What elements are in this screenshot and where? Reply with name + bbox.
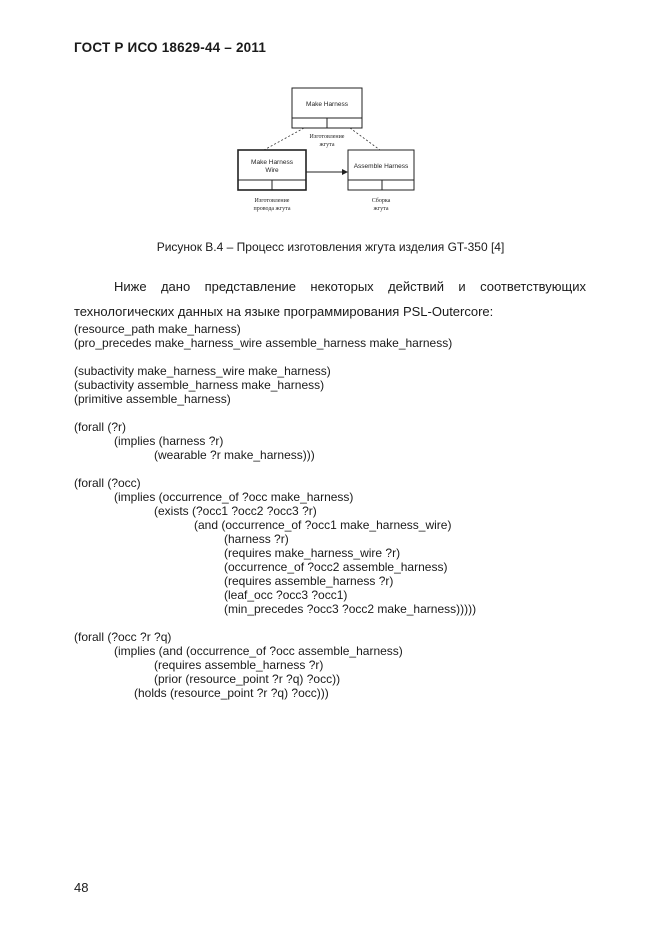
code-line: (implies (harness ?r)	[114, 434, 224, 448]
right-caption-line1: Сборка	[371, 198, 391, 204]
code-line: (harness ?r)	[224, 532, 289, 546]
code-line: (forall (?occ)	[74, 476, 141, 490]
intro-paragraph	[74, 274, 586, 324]
left-caption-line1: Изготовление	[254, 198, 290, 204]
make-harness-wire-label-1: Make Harness	[251, 159, 293, 166]
code-line: (forall (?r)	[74, 420, 127, 434]
code-line: (holds (resource_point ?r ?q) ?occ)))	[134, 686, 329, 700]
code-line: (implies (occurrence_of ?occ make_harness)	[114, 490, 354, 504]
assemble-harness-box	[348, 150, 414, 190]
left-caption-line2: провода жгута	[253, 206, 291, 212]
code-line: (subactivity assemble_harness make_harness)	[74, 378, 325, 392]
code-line: (requires assemble_harness ?r)	[154, 658, 324, 672]
figure-caption: Рисунок B.4 – Процесс изготовления жгута изделия GT-350 [4]	[156, 240, 505, 254]
code-line: (exists (?occ1 ?occ2 ?occ3 ?r)	[154, 504, 317, 518]
make-harness-wire-label-2: Wire	[265, 167, 279, 174]
decomposition-link-left	[264, 128, 304, 150]
make-harness-box	[292, 88, 362, 128]
code-line: (requires assemble_harness ?r)	[224, 574, 394, 588]
code-line: (primitive assemble_harness)	[74, 392, 231, 406]
code-line: (forall (?occ ?r ?q)	[74, 630, 172, 644]
code-line: (prior (resource_point ?r ?q) ?occ))	[154, 672, 341, 686]
top-caption-line2: жгута	[319, 142, 335, 148]
psl-code-listing	[74, 322, 476, 700]
code-line: (min_precedes ?occ3 ?occ2 make_harness)))))	[224, 602, 477, 616]
paragraph-line-2: технологических данных на языке программирования PSL-Outercore:	[74, 304, 494, 319]
code-line: (requires make_harness_wire ?r)	[224, 546, 401, 560]
right-caption-line2: жгута	[373, 206, 389, 212]
page-number: 48	[74, 880, 89, 895]
top-caption-line1: Изготовление	[309, 134, 345, 140]
code-line: (subactivity make_harness_wire make_harness)	[74, 364, 331, 378]
document-header: ГОСТ Р ИСО 18629-44 – 2011	[74, 40, 267, 55]
process-diagram	[230, 84, 430, 216]
code-line: (resource_path make_harness)	[74, 322, 241, 336]
arrow-head-icon	[342, 169, 348, 175]
make-harness-wire-box	[238, 150, 306, 190]
code-line: (pro_precedes make_harness_wire assemble_harness make_harness)	[74, 336, 453, 350]
code-line: (leaf_occ ?occ3 ?occ1)	[224, 588, 348, 602]
code-line: (and (occurrence_of ?occ1 make_harness_wire)	[194, 518, 452, 532]
code-line: (occurrence_of ?occ2 assemble_harness)	[224, 560, 448, 574]
make-harness-label: Make Harness	[306, 101, 348, 108]
code-line: (wearable ?r make_harness)))	[154, 448, 315, 462]
paragraph-line-1: Ниже дано представление некоторых действий и соответствующих	[114, 279, 586, 294]
code-line: (implies (and (occurrence_of ?occ assemble_harness)	[114, 644, 403, 658]
assemble-harness-label: Assemble Harness	[353, 163, 409, 170]
decomposition-link-right	[350, 128, 380, 150]
